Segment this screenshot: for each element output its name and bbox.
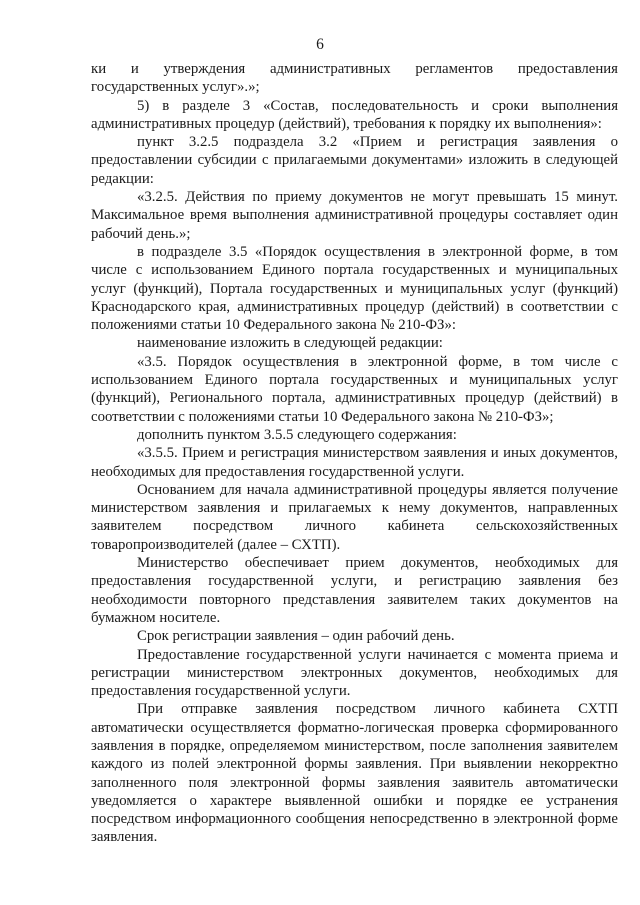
paragraph-11: Министерство обеспечивает прием документов, необходимых для предоставления государственной услуги, и регистрацию заявления без необходимости повторного представления заявителем таких документов на бумажном носителе.: [91, 555, 618, 626]
paragraph-4: «3.2.5. Действия по приему документов не могут превышать 15 минут. Максимальное время выполнения административной процедуры составляет один рабочий день.»;: [91, 189, 618, 242]
paragraph-2: 5) в разделе 3 «Состав, последовательность и сроки выполнения административных процедур (действий), требования к порядку их выполнения»:: [91, 97, 618, 132]
paragraph-1: ки и утверждения административных регламентов предоставления государственных услуг».»;: [91, 61, 618, 96]
paragraph-10: Основанием для начала административной процедуры является получение министерством заявления и прилагаемых к нему документов, направленных заявителем посредством личного кабинета сельскохозяйственных товаропроизводителей (далее – СХТП).: [91, 481, 618, 553]
paragraph-9: «3.5.5. Прием и регистрация министерством заявления и иных документов, необходимых для предоставления государственной услуги.: [91, 445, 618, 480]
paragraph-8: дополнить пунктом 3.5.5 следующего содержания:: [137, 426, 457, 443]
page-number: 6: [316, 36, 324, 53]
paragraph-7: «3.5. Порядок осуществления в электронной форме, в том числе с использованием Единого портала государственных и муниципальных услуг (функций), Регионального портала, административных процедур (действий) в соответствии с положениями статьи 10 Федерального закона № 210-ФЗ»;: [91, 353, 618, 425]
paragraph-12: Срок регистрации заявления – один рабочий день.: [137, 628, 455, 645]
document-body: [91, 60, 618, 847]
paragraph-5: в подразделе 3.5 «Порядок осуществления в электронной форме, в том числе с использованием Единого портала государственных и муниципальных услуг (функций), Портала государственных и муниципальных услуг (функций) Краснодарского края, административных процедур (действий) в соответствии с положениями статьи 10 Федерального закона № 210-ФЗ»:: [91, 243, 618, 334]
paragraph-13: Предоставление государственной услуги начинается с момента приема и регистрации министерством электронных документов, необходимых для предоставления государственной услуги.: [91, 646, 618, 700]
paragraph-3: пункт 3.2.5 подраздела 3.2 «Прием и регистрация заявления о предоставлении субсидии с прилагаемыми документами» изложить в следующей редакции:: [91, 134, 618, 187]
paragraph-6: наименование изложить в следующей редакции:: [137, 335, 443, 352]
paragraph-14: При отправке заявления посредством личного кабинета СХТП автоматически осуществляется форматно-логическая проверка сформированного заявления в порядке, определяемом министерством, после заполнения заявителем каждого из полей электронной формы заявления. При выявлении некорректно заполненного поля электронной формы заявления заявитель автоматически уведомляется о характере выявленной ошибки и порядке ее устранения посредством информационного сообщения непосредственно в электронной форме заявления.: [91, 701, 618, 846]
